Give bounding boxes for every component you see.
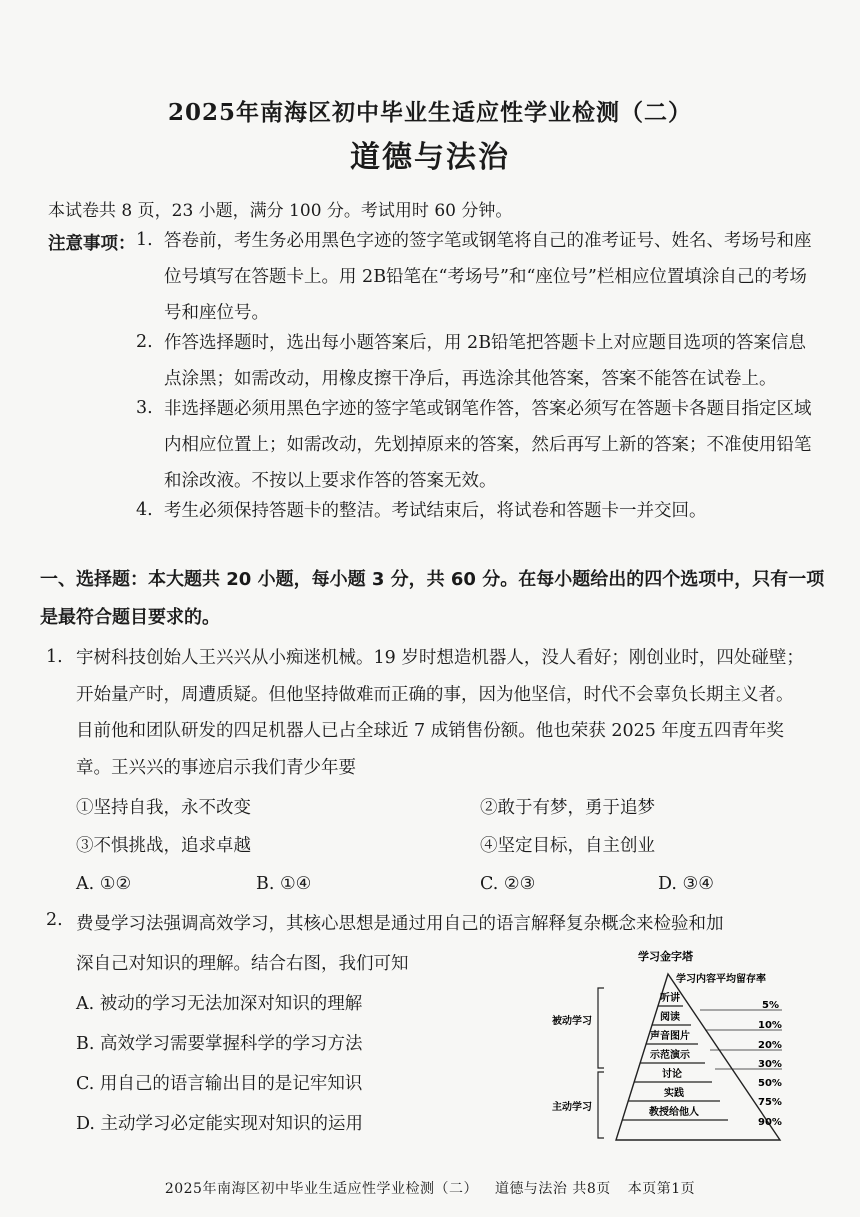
- pyramid-rate: 75%: [758, 1097, 782, 1108]
- statement-2: ②敢于有梦，勇于追梦: [480, 798, 655, 818]
- notice-item-number: 1.: [136, 230, 153, 250]
- pyramid-level-label: 实践: [664, 1088, 684, 1099]
- footer-exam-name: 2025年南海区初中毕业生适应性学业检测（二）: [164, 1181, 478, 1197]
- pyramid-level-label: 示范演示: [650, 1050, 690, 1061]
- passive-bracket: [598, 988, 604, 1068]
- pyramid-level-label: 听讲: [660, 993, 680, 1004]
- option-c: C. ②③: [480, 874, 536, 894]
- notice-item-text: 考生必须保持答题卡的整洁。考试结束后，将试卷和答题卡一并交回。: [164, 501, 707, 521]
- notice-item-text: 非选择题必须用黑色字迹的签字笔或钢笔作答，答案必须写在答题卡各题目指定区域内相应位置上；如需改动，先划掉原来的答案，然后再写上新的答案；不准使用铅笔和涂改液。不按以上要求作答的答案无效。: [164, 399, 812, 491]
- notice-item-text: 作答选择题时，选出每小题答案后，用 2B铅笔把答题卡上对应题目选项的答案信息点涂黑；如需改动，用橡皮擦干净后，再选涂其他答案，答案不能答在试卷上。: [164, 333, 807, 389]
- pyramid-subtitle: 学习内容平均留存率: [676, 974, 766, 985]
- notice-item: [136, 500, 818, 529]
- page-footer: [0, 1178, 860, 1198]
- exam-intro: 本试卷共 8 页，23 小题，满分 100 分。考试用时 60 分钟。: [48, 201, 513, 221]
- question-stem-line-2: 深自己对知识的理解。结合右图，我们可知: [76, 954, 409, 974]
- notice-item: [136, 332, 818, 397]
- option-c: C. 用自己的语言输出目的是记牢知识: [76, 1074, 363, 1094]
- option-b: B. 高效学习需要掌握科学的学习方法: [76, 1034, 363, 1054]
- pyramid-level-label: 教授给他人: [649, 1107, 699, 1118]
- notice-item: [136, 398, 818, 499]
- passive-label: 被动学习: [552, 1016, 592, 1027]
- pyramid-rate: 90%: [758, 1117, 782, 1128]
- pyramid-level-label: 讨论: [662, 1069, 682, 1080]
- notice-item: [136, 230, 818, 331]
- notice-block: [48, 230, 818, 530]
- option-d: D. 主动学习必定能实现对知识的运用: [76, 1114, 364, 1134]
- question-stem: 宇树科技创始人王兴兴从小痴迷机械。19 岁时想造机器人，没人看好；刚创业时，四处碰壁；开始量产时，周遭质疑。但他坚持做难而正确的事，因为他坚信，时代不会辜负长期主义者。目前他和团队研发的四足机器人已占全球近 7 成销售份额。他也荣获 2025 年度五四青年奖章。王兴兴的事迹启示我们青少年要: [76, 648, 804, 778]
- option-b: B. ①④: [256, 874, 312, 894]
- pyramid-rate: 5%: [762, 1000, 779, 1011]
- option-d: D. ③④: [658, 874, 714, 894]
- question-stem-line-1: 费曼学习法强调高效学习，其核心思想是通过用自己的语言解释复杂概念来检验和加: [76, 914, 724, 934]
- question-1-options: [76, 874, 776, 904]
- pyramid-level-label: 阅读: [660, 1012, 680, 1023]
- pyramid-rate: 30%: [758, 1059, 782, 1070]
- question-1: [46, 647, 806, 786]
- question-number: 1.: [46, 647, 63, 667]
- notice-item-number: 4.: [136, 500, 153, 520]
- active-label: 主动学习: [552, 1102, 592, 1113]
- subject-title: 道德与法治: [350, 140, 510, 175]
- exam-title: 2025年南海区初中毕业生适应性学业检测（二）: [167, 99, 692, 126]
- pyramid-level-label: 声音图片: [650, 1031, 690, 1042]
- statement-1: ①坚持自我，永不改变: [76, 798, 251, 818]
- notice-item-number: 3.: [136, 398, 153, 418]
- notice-item-text: 答卷前，考生务必用黑色字迹的签字笔或钢笔将自己的准考证号、姓名、考场号和座位号填写在答题卡上。用 2B铅笔在“考场号”和“座位号”栏相应位置填涂自己的考场号和座位号。: [164, 231, 812, 323]
- question-2: [46, 910, 816, 935]
- learning-pyramid-figure: [540, 944, 790, 1144]
- footer-page-number: 本页第1页: [627, 1181, 696, 1197]
- option-a: A. 被动的学习无法加深对知识的理解: [76, 994, 363, 1014]
- pyramid-rate: 50%: [758, 1078, 782, 1089]
- question-number: 2.: [46, 910, 63, 930]
- pyramid-title: 学习金字塔: [638, 950, 693, 963]
- section-heading: 一、选择题：本大题共 20 小题，每小题 3 分，共 60 分。在每小题给出的四个选项中，只有一项是最符合题目要求的。: [40, 569, 825, 628]
- statement-3: ③不惧挑战，追求卓越: [76, 836, 251, 856]
- pyramid-rate: 10%: [758, 1020, 782, 1031]
- pyramid-rate: 20%: [758, 1040, 782, 1051]
- notice-label: 注意事项：: [48, 234, 136, 254]
- statement-4: ④坚定目标，自主创业: [480, 836, 655, 856]
- active-bracket: [598, 1072, 604, 1138]
- option-a: A. ①②: [76, 874, 132, 894]
- notice-item-number: 2.: [136, 332, 153, 352]
- footer-subject-pages: 道德与法治 共8页: [494, 1181, 611, 1197]
